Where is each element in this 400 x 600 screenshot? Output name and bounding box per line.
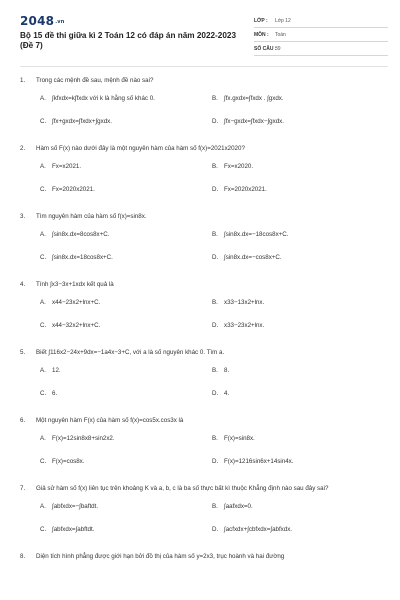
option-text: F(x)=12sin8x8+sin2x2. [52, 435, 115, 442]
option-label: B. [212, 299, 218, 306]
option-text: ∫sin8x.dx=−18cos8x+C. [224, 231, 289, 238]
exam-title: Bộ 15 đề thi giữa kì 2 Toán 12 có đáp án năm 2022-2023 (Đề 7) [20, 31, 237, 50]
meta-value: 39 [275, 46, 281, 52]
option-b[interactable] [212, 503, 253, 511]
meta-value: Lớp 12 [275, 18, 291, 24]
option-text: F(x)=1216sin6x+14sin4x. [224, 458, 294, 465]
option-label: D. [212, 254, 219, 261]
option-group [20, 95, 388, 133]
question-text [20, 484, 388, 493]
logo-suffix: .vn [55, 18, 65, 25]
question-text [20, 348, 388, 357]
option-text: ∫kfxdx=k∫fxdx với k là hằng số khác 0. [52, 95, 155, 102]
option-d[interactable] [212, 526, 292, 534]
option-text: ∫fx−gxdx=∫fxdx−∫gxdx. [224, 118, 284, 125]
option-text: ∫fx.gxdx=∫fxdx . ∫gxdx. [224, 95, 284, 102]
option-label: A. [40, 163, 46, 170]
option-label: A. [40, 299, 46, 306]
question-number: 3. [20, 213, 26, 220]
option-text: 6. [52, 390, 58, 397]
option-label: C. [40, 526, 47, 533]
option-text: ∫acfxdx+∫cbfxdx=∫abfxdx. [224, 526, 293, 533]
option-text: 12. [52, 367, 61, 374]
meta-subject [254, 28, 388, 42]
question-text [20, 280, 388, 289]
option-group [20, 231, 388, 269]
option-label: A. [40, 231, 46, 238]
option-b[interactable] [212, 95, 284, 103]
option-text: Fx=2020x2021. [224, 186, 267, 193]
option-d[interactable] [212, 322, 264, 330]
option-label: C. [40, 118, 47, 125]
question-item [20, 348, 388, 405]
option-text: ∫sin8x.dx=18cos8x+C. [52, 254, 113, 261]
option-b[interactable] [212, 231, 288, 239]
option-label: B. [212, 435, 218, 442]
option-a[interactable] [40, 367, 61, 375]
question-number: 1. [20, 77, 26, 84]
question-list [20, 76, 388, 572]
option-d[interactable] [212, 390, 229, 398]
option-label: B. [212, 367, 218, 374]
option-c[interactable] [40, 526, 94, 534]
question-prompt: Diện tích hình phẳng được giới hạn bởi đồ thị của hàm số y=2x3, trục hoành và hai đường [36, 553, 285, 560]
option-a[interactable] [40, 299, 100, 307]
option-a[interactable] [40, 95, 155, 103]
option-d[interactable] [212, 254, 282, 262]
option-text: x44−32x2+lnx+C. [52, 322, 101, 329]
question-prompt: Hàm số F(x) nào dưới đây là một nguyên hàm của hàm số f(x)=2021x2020? [36, 145, 245, 152]
option-group [20, 503, 388, 541]
option-label: C. [40, 458, 47, 465]
question-item [20, 212, 388, 269]
exam-meta [254, 14, 388, 56]
meta-value: Toán [275, 32, 286, 38]
option-text: Fx=2020x2021. [52, 186, 95, 193]
question-item [20, 144, 388, 201]
option-a[interactable] [40, 163, 81, 171]
option-label: A. [40, 503, 46, 510]
question-prompt: Một nguyên hàm F(x) của hàm số f(x)=cos5x.cos3x là [36, 417, 184, 424]
option-c[interactable] [40, 254, 113, 262]
option-text: ∫sin8x.dx=8cos8x+C. [52, 231, 110, 238]
option-a[interactable] [40, 231, 109, 239]
question-number: 2. [20, 145, 26, 152]
option-label: C. [40, 322, 47, 329]
option-group [20, 163, 388, 201]
question-item [20, 280, 388, 337]
option-text: Fx=x2020. [224, 163, 254, 170]
question-number: 6. [20, 417, 26, 424]
option-text: ∫sin8x.dx=−cos8x+C. [224, 254, 282, 261]
option-label: D. [212, 526, 219, 533]
option-label: C. [40, 186, 47, 193]
question-prompt: Tính ∫x3−3x+1xdx kết quả là [36, 281, 114, 288]
option-text: ∫aafxdx=0. [224, 503, 253, 510]
option-label: A. [40, 95, 46, 102]
option-text: x44−23x2+lnx+C. [52, 299, 101, 306]
header-divider [20, 66, 388, 67]
option-label: B. [212, 503, 218, 510]
question-item [20, 484, 388, 541]
option-c[interactable] [40, 390, 57, 398]
question-number: 4. [20, 281, 26, 288]
meta-key: MÔN : [254, 32, 269, 38]
logo-text: 2048 [20, 14, 55, 28]
option-label: D. [212, 118, 219, 125]
option-c[interactable] [40, 458, 85, 466]
question-text [20, 212, 388, 221]
meta-question-count [254, 42, 388, 56]
option-text: x33−23x2+lnx. [224, 322, 265, 329]
question-number: 5. [20, 349, 26, 356]
question-text [20, 552, 388, 561]
question-prompt: Biết ∫116x2−24x+9dx=−1a4x−3+C, với a là số nguyên khác 0. Tìm a. [36, 349, 225, 356]
option-b[interactable] [212, 435, 255, 443]
option-text: ∫abfxdx=−∫baftdt. [52, 503, 99, 510]
option-b[interactable] [212, 299, 264, 307]
option-label: C. [40, 254, 47, 261]
option-label: B. [212, 163, 218, 170]
option-label: A. [40, 367, 46, 374]
site-logo[interactable] [20, 14, 65, 28]
option-c[interactable] [40, 118, 112, 126]
question-number: 8. [20, 553, 26, 560]
meta-key: SỐ CÂU : [254, 46, 277, 52]
option-label: D. [212, 186, 219, 193]
option-label: B. [212, 231, 218, 238]
option-c[interactable] [40, 186, 95, 194]
option-b[interactable] [212, 163, 253, 171]
question-prompt: Tìm nguyên hàm của hàm số f(x)=sin8x. [36, 213, 147, 220]
option-label: C. [40, 390, 47, 397]
meta-grade [254, 14, 388, 28]
option-text: 8. [224, 367, 230, 374]
option-d[interactable] [212, 118, 284, 126]
option-text: ∫fx+gxdx=∫fxdx+∫gxdx. [52, 118, 112, 125]
option-text: x33−13x2+lnx. [224, 299, 265, 306]
option-label: A. [40, 435, 46, 442]
question-text [20, 144, 388, 153]
option-label: D. [212, 322, 219, 329]
question-prompt: Giả sử hàm số f(x) liên tục trên khoảng K và a, b, c là ba số thực bất kì thuộc Khẳng định nào sau đây sai? [36, 485, 329, 492]
question-item [20, 76, 388, 133]
question-number: 7. [20, 485, 26, 492]
option-text: Fx=x2021. [52, 163, 82, 170]
option-text: F(x)=sin8x. [224, 435, 255, 442]
meta-key: LỚP : [254, 18, 268, 24]
option-a[interactable] [40, 435, 115, 443]
option-label: D. [212, 390, 219, 397]
option-label: B. [212, 95, 218, 102]
option-a[interactable] [40, 503, 98, 511]
option-b[interactable] [212, 367, 229, 375]
option-d[interactable] [212, 458, 293, 466]
option-d[interactable] [212, 186, 267, 194]
option-group [20, 435, 388, 473]
question-item [20, 552, 388, 561]
option-label: D. [212, 458, 219, 465]
option-group [20, 299, 388, 337]
option-text: 4. [224, 390, 230, 397]
header [20, 14, 388, 60]
option-text: F(x)=cos8x. [52, 458, 85, 465]
question-text [20, 76, 388, 85]
option-c[interactable] [40, 322, 100, 330]
question-text [20, 416, 388, 425]
option-text: ∫abfxdx=∫abftdt. [52, 526, 95, 533]
option-group [20, 367, 388, 405]
question-prompt: Trong các mệnh đề sau, mệnh đề nào sai? [36, 77, 154, 84]
question-item [20, 416, 388, 473]
